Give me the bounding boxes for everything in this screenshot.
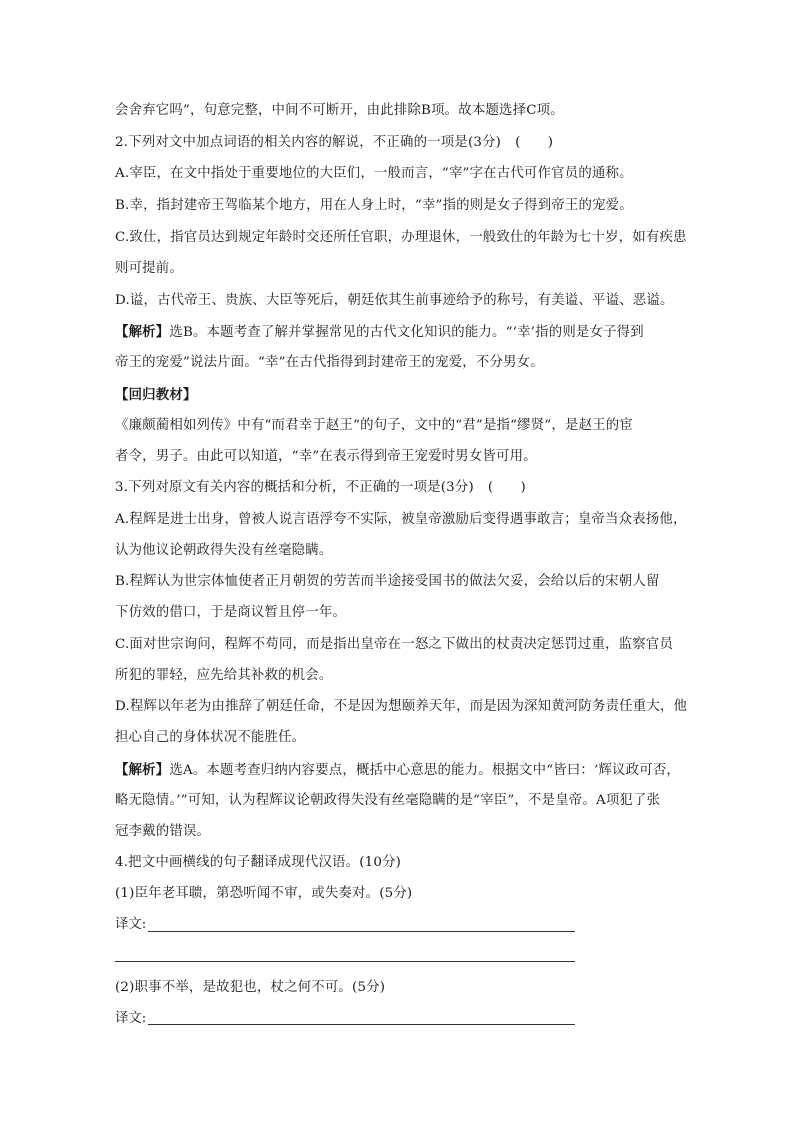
question-3-stem xyxy=(115,478,526,498)
answer-line[interactable] xyxy=(115,961,575,962)
question-2-stem xyxy=(115,133,553,153)
analysis-cont: 略无隐情。’”可知，认为程辉议论朝政得失没有丝毫隐瞒的是“宰臣”，不是皇帝。A项犯了张 xyxy=(115,793,661,808)
analysis-line xyxy=(115,322,644,343)
option-c-cont: 所犯的罪轻，应先给其补救的机会。 xyxy=(115,668,333,683)
option-b: B.程辉认为世宗体恤使者正月朝贺的劳苦而半途接受国书的做法欠妥，会给以后的宋朝人留 xyxy=(115,574,660,589)
analysis-text: 选A。本题考查归纳内容要点，概括中心意思的能力。根据文中“皆曰：‘辉议政可否， xyxy=(169,763,681,778)
answer-blank: ( ) xyxy=(487,480,526,495)
option-a-cont: 认为他议论朝政得失没有丝毫隐瞒。 xyxy=(115,543,333,558)
analysis-text: 选B。本题考查了解并掌握常见的古代文化知识的能力。“‘幸’指的则是女子得到 xyxy=(169,325,644,340)
answer-line[interactable] xyxy=(148,931,575,932)
translation-label: 译文: xyxy=(115,917,147,932)
sub-question-1: (1)臣年老耳聩，第恐听闻不审，或失奏对。(5分) xyxy=(115,886,413,901)
textbook-tag: 【回归教材】 xyxy=(115,387,197,403)
option-c: C.面对世宗询问，程辉不苟同，而是指出皇帝在一怒之下做出的杖责决定惩罚过重，监察官员 xyxy=(115,637,674,652)
option-c-cont: 则可提前。 xyxy=(115,261,183,276)
option-d: D.程辉以年老为由推辞了朝廷任命，不是因为想颐养天年，而是因为深知黄河防务责任重大，他 xyxy=(115,699,688,714)
analysis-cont: 冠李戴的错误。 xyxy=(115,824,211,839)
option-b-cont: 下仿效的借口，于是商议暂且停一年。 xyxy=(115,605,347,620)
question-text: 3.下列对原文有关内容的概括和分析，不正确的一项是(3分) xyxy=(115,480,474,495)
option-c: C.致仕，指官员达到规定年龄时交还所任官职，办理退休，一般致仕的年龄为七十岁，如有疾患 xyxy=(115,230,687,245)
analysis-tag: 【解析】 xyxy=(115,324,170,340)
option-a: A.程辉是进士出身，曾被人说言语浮夸不实际，被皇帝激励后变得遇事敢言；皇帝当众表扬他， xyxy=(115,512,687,527)
analysis-line xyxy=(115,760,680,781)
textbook-cont: 者令，男子。由此可以知道，“幸”在表示得到帝王宠爱时男女皆可用。 xyxy=(115,449,537,464)
answer-blank: ( ) xyxy=(515,135,554,150)
question-4-stem: 4.把文中画横线的句子翻译成现代汉语。(10分) xyxy=(115,855,402,870)
textbook-line: 《廉颇蔺相如列传》中有“而君幸于赵王”的句子，文中的“君”是指“缪贤”，是赵王的宦 xyxy=(115,418,633,433)
translation-label: 译文: xyxy=(115,1011,147,1026)
sub-question-2: (2)职事不举，是故犯也，杖之何不可。(5分) xyxy=(115,980,386,995)
analysis-cont: 帝王的宠爱”说法片面。“幸”在古代指得到封建帝王的宠爱，不分男女。 xyxy=(115,355,544,370)
option-b: B.幸，指封建帝王驾临某个地方，用在人身上时，“幸”指的则是女子得到帝王的宠爱。 xyxy=(115,198,633,213)
text-line: 会舍弃它吗”，句意完整，中间不可断开，由此排除B项。故本题选择C项。 xyxy=(115,103,564,118)
option-a: A.宰臣，在文中指处于重要地位的大臣们，一般而言，“宰”字在古代可作官员的通称。 xyxy=(115,166,633,181)
question-text: 2.下列对文中加点词语的相关内容的解说，不正确的一项是(3分) xyxy=(115,135,502,150)
option-d-cont: 担心自己的身体状况不能胜任。 xyxy=(115,730,306,745)
option-d: D.谥，古代帝王、贵族、大臣等死后，朝廷依其生前事迹给予的称号，有美谥、平谥、恶谥。 xyxy=(115,293,674,308)
answer-line[interactable] xyxy=(148,1024,575,1025)
analysis-tag: 【解析】 xyxy=(115,762,170,778)
